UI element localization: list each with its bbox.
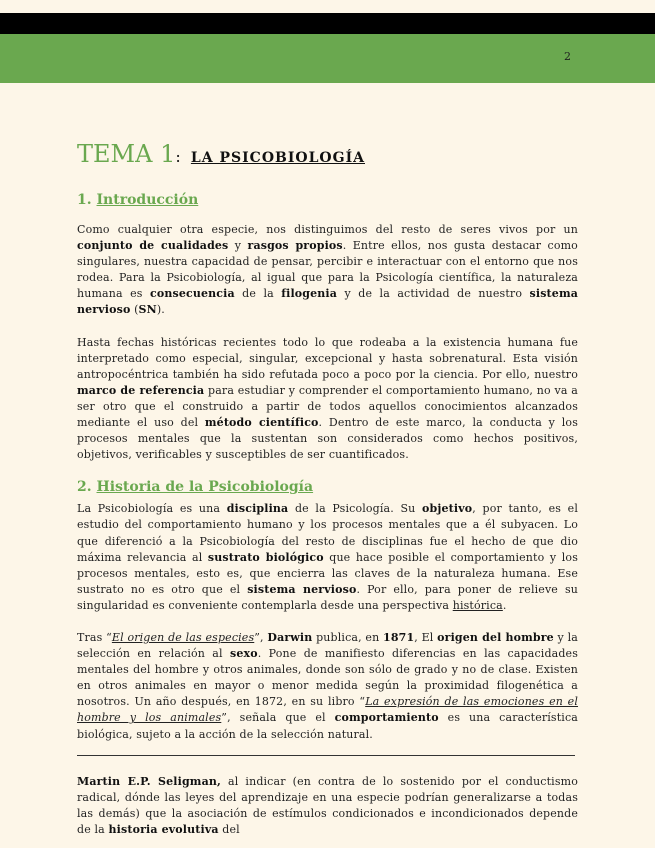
horizontal-rule	[77, 755, 575, 756]
chapter-number: TEMA 1	[77, 140, 176, 168]
paragraph-seligman: Martin E.P. Seligman, al indicar (en contra de lo sostenido por el conductismo radical, dónde las leyes del aprendizaje en una especie podrían generalizarse a todas las demás) que la asociación de estímulos condicionados e incondicionados depende de la historia evolutiva del	[77, 774, 579, 836]
section-heading-introduccion: 1. Introducción	[77, 192, 199, 208]
book-title-expresion-emociones: La expresión de las emociones en el hombre y los animales	[77, 695, 579, 725]
paragraph-historia-1: La Psicobiología es una disciplina de la Psicología. Su objetivo, por tanto, es el estudio del comportamiento humano y los procesos mentales que a él subyacen. Lo que diferenció a la Psicobiología del resto de disciplinas fue el hecho de que dio máxima relevancia al sustrato biológico que hace posible el comportamiento y los procesos mentales, esto es, que encierra las claves de la naturaleza humana. Ese sustrato no es otro que el sistema nervioso. Por ello, para poner de relieve su singularidad es conveniente contemplarla desde una perspectiva histórica.	[77, 502, 579, 612]
paragraph-intro-1: Como cualquier otra especie, nos distinguimos del resto de seres vivos por un conjunto de cualidades y rasgos propios. Entre ellos, nos gusta destacar como singulares, nuestra capacidad de pensar, percibir e interactuar con el entorno que nos rodea. Para la Psicobiología, al igual que para la Psicología científica, la naturaleza humana es consecuencia de la filogenia y de la actividad de nuestro sistema nervioso (SN).	[77, 223, 579, 317]
header-green-band	[0, 34, 655, 83]
document-body	[77, 132, 578, 838]
chapter-subtitle: LA PSICOBIOLOGÍA	[190, 150, 365, 166]
chapter-title: TEMA 1: LA PSICOBIOLOGÍA	[77, 140, 365, 168]
page-number: 2	[564, 50, 571, 63]
section-heading-historia: 2. Historia de la Psicobiología	[77, 479, 314, 496]
header-black-bar	[0, 13, 655, 34]
book-title-origen-especies: El origen de las especies	[111, 630, 255, 644]
paragraph-intro-2: Hasta fechas históricas recientes todo lo que rodeaba a la existencia humana fue interpretado como especial, singular, excepcional y hasta sobrenatural. Esta visión antropocéntrica también ha sido refutada poco a poco por la ciencia. Por ello, nuestro marco de referencia para estudiar y comprender el comportamiento humano, no va a ser otro que el construido a partir de todos aquellos conocimientos alcanzados mediante el uso del método científico. Dentro de este marco, la conducta y los procesos mentales que la sustentan son considerados como hechos positivos, objetivos, verificables y susceptibles de ser cuantificados.	[77, 335, 578, 462]
paragraph-historia-2: Tras “El origen de las especies”, Darwin publica, en 1871, El origen del hombre y la selección en relación al sexo. Pone de manifiesto diferencias en las capacidades mentales del hombre y otros animales, donde son sólo de grado y no de clase. Existen en otros animales en mayor o menor medida según la proximidad filogenética a nosotros. Un año después, en 1872, en su libro “La expresión de las emociones en el hombre y los animales”, señala que el comportamiento es una característica biológica, sujeto a la acción de la selección natural.	[77, 630, 579, 741]
